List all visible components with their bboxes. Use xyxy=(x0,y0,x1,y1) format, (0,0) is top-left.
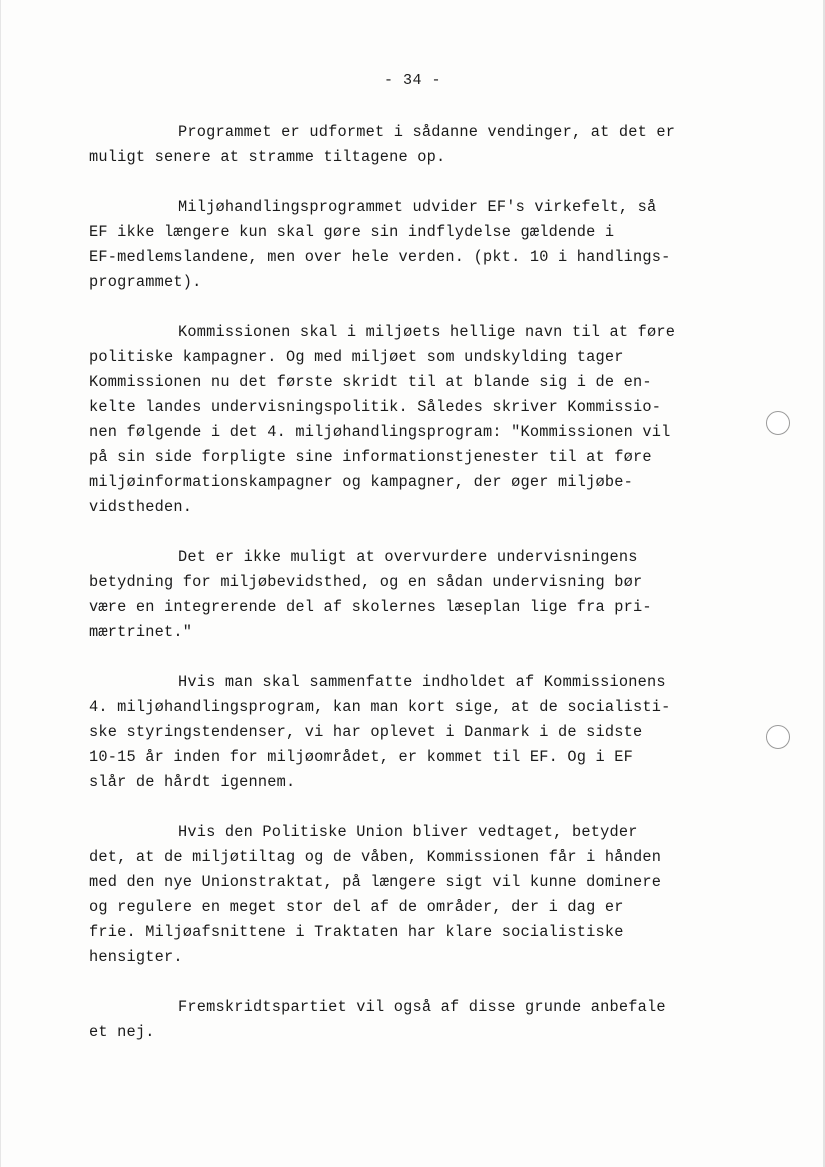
paragraph-4-line-1: Det er ikke muligt at overvurdere undervisningens xyxy=(178,548,638,566)
paragraph-6-line-6: hensigter. xyxy=(89,948,183,966)
paragraph-5-line-4: 10-15 år inden for miljøområdet, er kommet til EF. Og i EF xyxy=(89,748,634,766)
paragraph-3-line-4: kelte landes undervisningspolitik. Således skriver Kommissio- xyxy=(89,398,662,416)
punch-hole-lower xyxy=(766,725,790,749)
paragraph-4-line-3: være en integrerende del af skolernes læseplan lige fra pri- xyxy=(89,598,652,616)
punch-hole-upper xyxy=(766,411,790,435)
paragraph-6-line-3: med den nye Unionstraktat, på længere sigt vil kunne dominere xyxy=(89,873,662,891)
paragraph-2-line-3: EF-medlemslandene, men over hele verden. (pkt. 10 i handlings- xyxy=(89,248,671,266)
paragraph-1-line-2: muligt senere at stramme tiltagene op. xyxy=(89,148,446,166)
paragraph-3-line-5: nen følgende i det 4. miljøhandlingsprogram: "Kommissionen vil xyxy=(89,423,671,441)
paragraph-3-line-8: vidstheden. xyxy=(89,498,193,516)
paragraph-7-line-1: Fremskridtspartiet vil også af disse grunde anbefale xyxy=(178,998,666,1016)
paragraph-2-line-2: EF ikke længere kun skal gøre sin indflydelse gældende i xyxy=(89,223,615,241)
paragraph-6-line-5: frie. Miljøafsnittene i Traktaten har klare socialistiske xyxy=(89,923,624,941)
paragraph-4-line-4: mærtrinet." xyxy=(89,623,193,641)
paragraph-6-line-1: Hvis den Politiske Union bliver vedtaget, betyder xyxy=(178,823,638,841)
paragraph-2-line-1: Miljøhandlingsprogrammet udvider EF's virkefelt, så xyxy=(178,198,657,216)
paragraph-6-line-4: og regulere en meget stor del af de områder, der i dag er xyxy=(89,898,624,916)
page-edge-left xyxy=(0,0,1,1167)
page-number: - 34 - xyxy=(383,72,441,89)
paragraph-6-line-2: det, at de miljøtiltag og de våben, Kommissionen får i hånden xyxy=(89,848,662,866)
paragraph-7-line-2: et nej. xyxy=(89,1023,155,1041)
paragraph-3-line-6: på sin side forpligte sine informationstjenester til at føre xyxy=(89,448,652,466)
paragraph-5-line-2: 4. miljøhandlingsprogram, kan man kort sige, at de socialisti- xyxy=(89,698,671,716)
paragraph-3-line-2: politiske kampagner. Og med miljøet som undskylding tager xyxy=(89,348,624,366)
paragraph-3-line-3: Kommissionen nu det første skridt til at blande sig i de en- xyxy=(89,373,652,391)
paragraph-3-line-1: Kommissionen skal i miljøets hellige navn til at føre xyxy=(178,323,676,341)
paragraph-5-line-1: Hvis man skal sammenfatte indholdet af Kommissionens xyxy=(178,673,666,691)
paragraph-4-line-2: betydning for miljøbevidsthed, og en sådan undervisning bør xyxy=(89,573,643,591)
paragraph-2-line-4: programmet). xyxy=(89,273,202,291)
paragraph-1-line-1: Programmet er udformet i sådanne vendinger, at det er xyxy=(178,123,676,141)
paragraph-3-line-7: miljøinformationskampagner og kampagner, der øger miljøbe- xyxy=(89,473,634,491)
paragraph-5-line-5: slår de hårdt igennem. xyxy=(89,773,296,791)
paragraph-5-line-3: ske styringstendenser, vi har oplevet i Danmark i de sidste xyxy=(89,723,643,741)
